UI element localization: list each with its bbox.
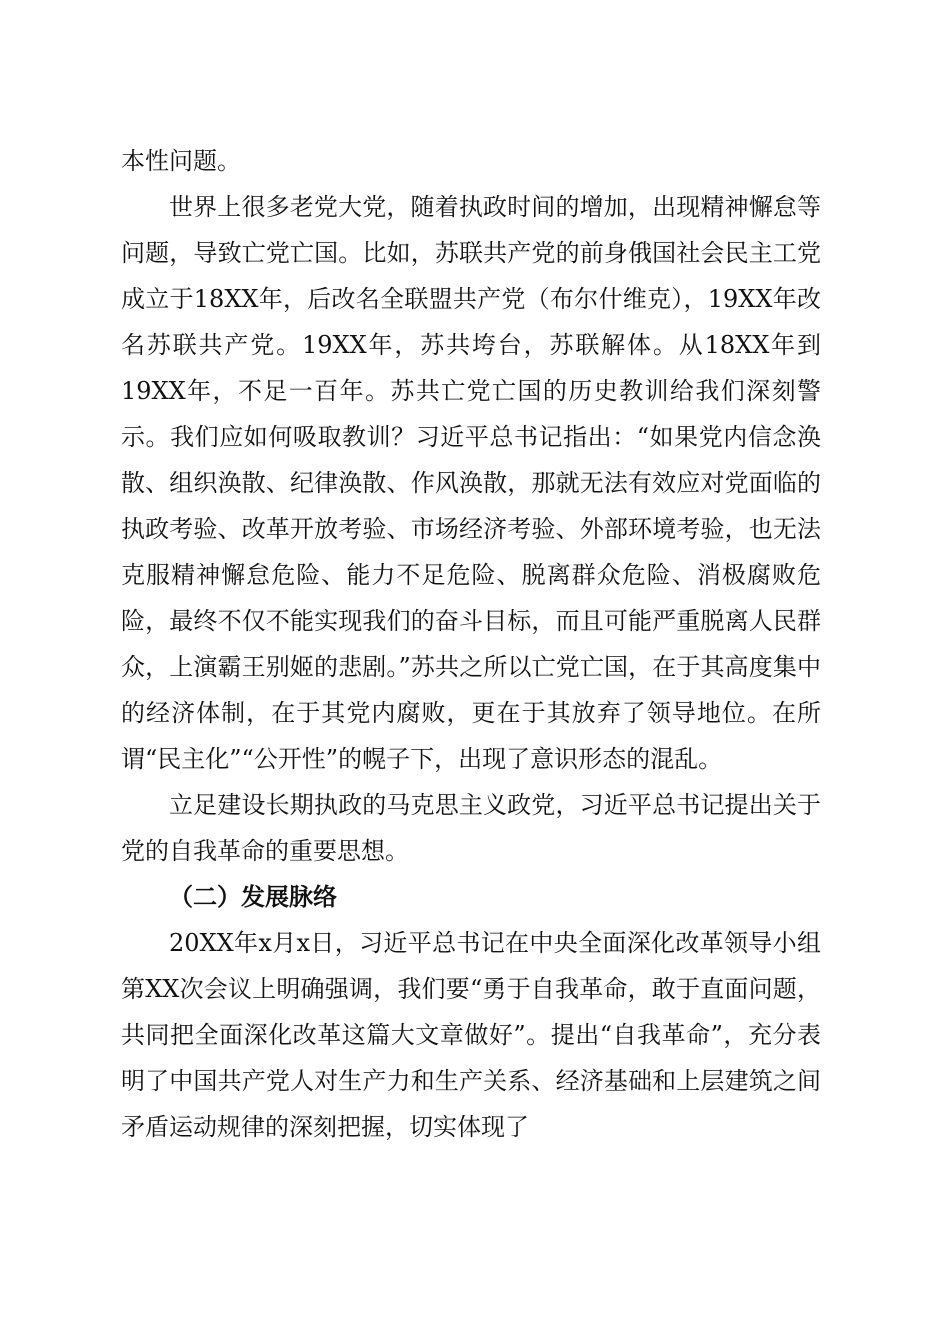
paragraph-continuation: 本性问题。 bbox=[121, 147, 241, 175]
document-body bbox=[121, 138, 821, 1150]
paragraph-ussr-lesson: 世界上很多老党大党，随着执政时间的增加，出现精神懈怠等问题，导致亡党亡国。比如，苏联共产党的前身俄国社会民主工党成立于18XX年，后改名全联盟共产党（布尔什维克），19XX年改名苏联共产党。19XX年，苏共垮台，苏联解体。从18XX年到19XX年，不足一百年。苏共亡党亡国的历史教训给我们深刻警示。我们应如何吸取教训？习近平总书记指出：“如果党内信念涣散、组织涣散、纪律涣散、作风涣散，那就无法有效应对党面临的执政考验、改革开放考验、市场经济考验、外部环境考验，也无法克服精神懈怠危险、能力不足危险、脱离群众危险、消极腐败危险，最终不仅不能实现我们的奋斗目标，而且可能严重脱离人民群众，上演霸王别姬的悲剧。”苏共之所以亡党亡国，在于其高度集中的经济体制，在于其党内腐败，更在于其放弃了领导地位。在所谓“民主化”“公开性”的幌子下，出现了意识形态的混乱。 bbox=[121, 193, 821, 773]
paragraph-self-revolution-thought: 立足建设长期执政的马克思主义政党，习近平总书记提出关于党的自我革命的重要思想。 bbox=[121, 791, 821, 865]
paragraph-development-context: 20XX年x月x日，习近平总书记在中央全面深化改革领导小组第XX次会议上明确强调，我们要“勇于自我革命，敢于直面问题，共同把全面深化改革这篇大文章做好”。提出“自我革命”，充分表明了中国共产党人对生产力和生产关系、经济基础和上层建筑之间矛盾运动规律的深刻把握，切实体现了 bbox=[121, 929, 821, 1141]
section-heading: （二）发展脉络 bbox=[169, 882, 337, 911]
